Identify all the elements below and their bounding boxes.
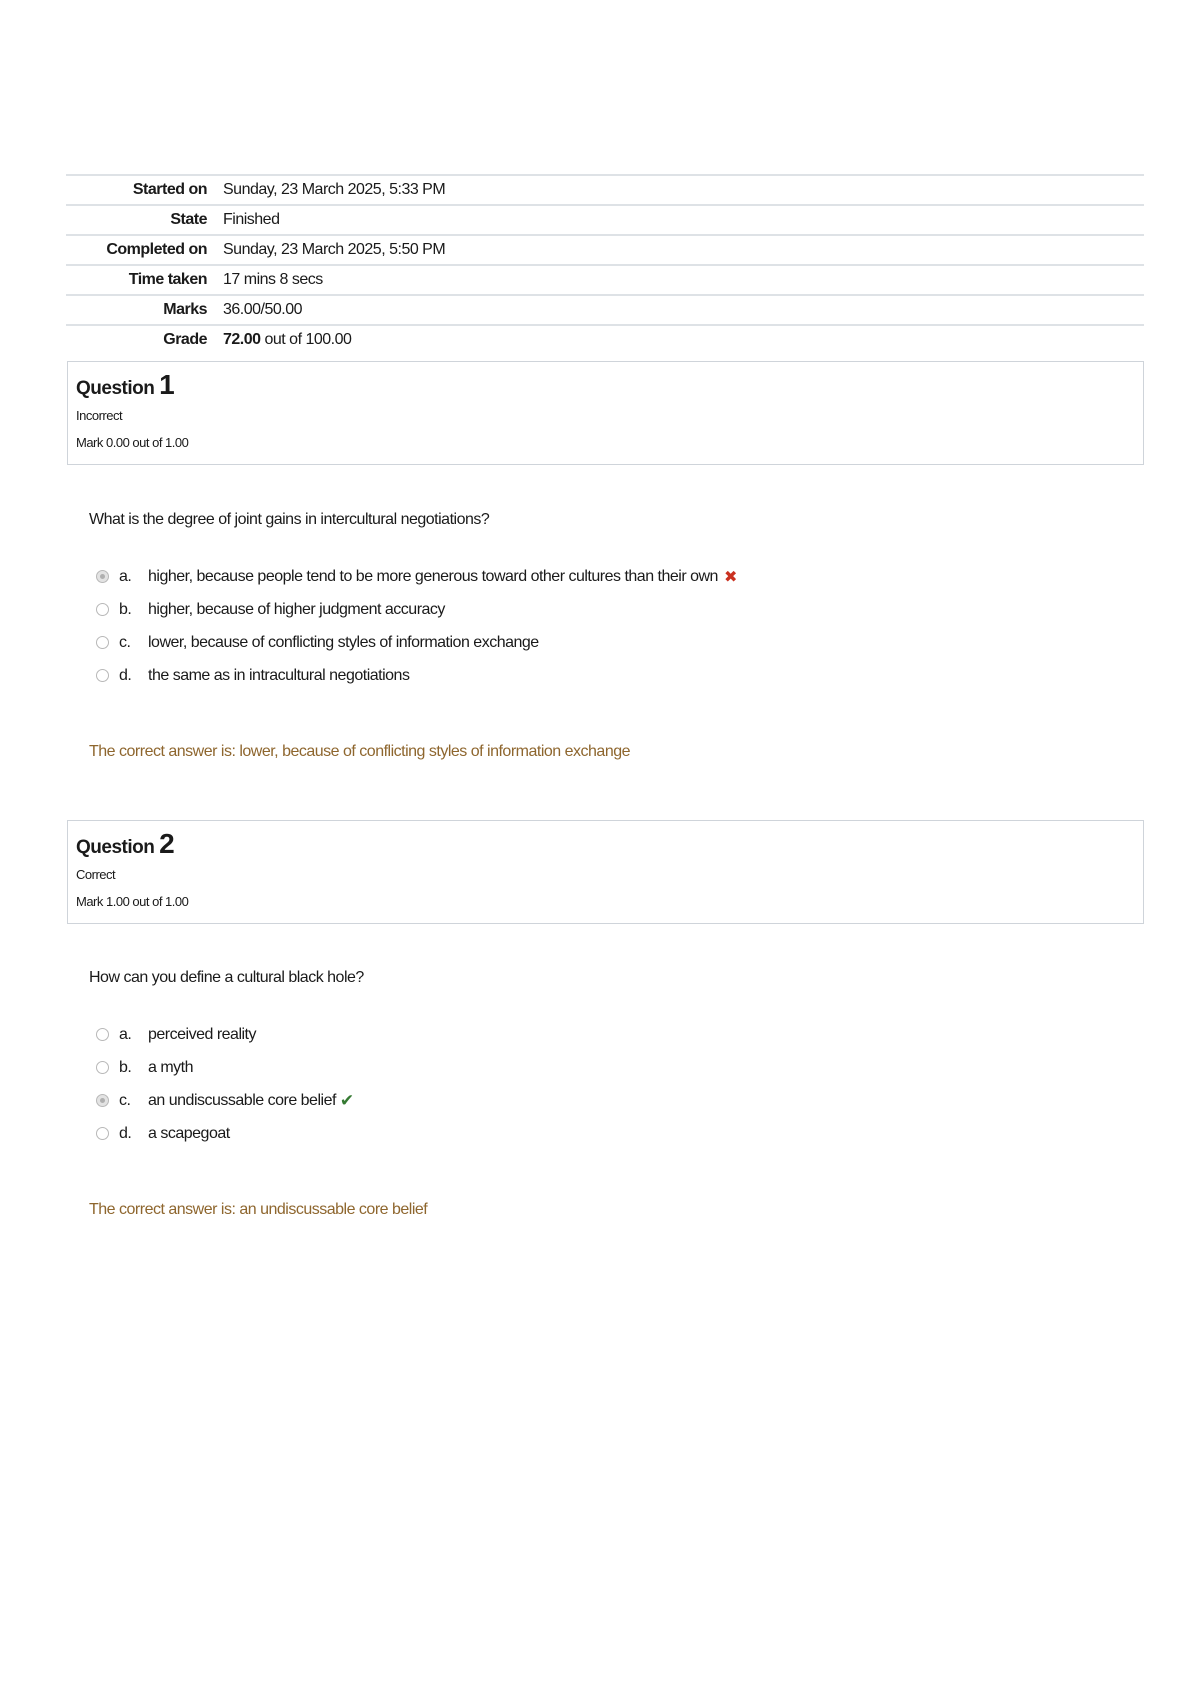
answer-letter: c. [119, 1091, 131, 1109]
question-title [76, 369, 1135, 402]
summary-row-started-on [66, 174, 1144, 204]
summary-label: State [170, 211, 207, 228]
answer-text: an undiscussable core belief [148, 1091, 336, 1109]
radio-button[interactable] [96, 603, 109, 616]
answer-letter: b. [119, 600, 132, 618]
question-number: 2 [159, 828, 175, 859]
radio-button[interactable] [96, 669, 109, 682]
question-1-text: What is the degree of joint gains in intercultural negotiations? [89, 511, 490, 528]
question-2-info [67, 820, 1144, 924]
answer-letter: a. [119, 567, 132, 585]
question-2-answers [96, 1018, 996, 1150]
summary-value: Finished [223, 211, 280, 228]
summary-label: Started on [132, 181, 207, 198]
summary-value [223, 331, 351, 349]
correct-icon: ✔ [339, 1090, 354, 1110]
question-1-correct-answer: The correct answer is: lower, because of conflicting styles of information exchange [89, 743, 631, 760]
summary-row-state [66, 204, 1144, 234]
summary-value: 36.00/50.00 [223, 301, 303, 318]
question-1-answers [96, 560, 996, 692]
question-state: Correct [76, 867, 116, 882]
question-2-text: How can you define a cultural black hole? [89, 969, 364, 986]
question-1-info [67, 361, 1144, 465]
answer-letter: c. [119, 633, 131, 651]
answer-text: the same as in intracultural negotiations [148, 666, 410, 684]
question-number: 1 [159, 369, 175, 400]
radio-button[interactable] [96, 1028, 109, 1041]
summary-row-grade [66, 324, 1144, 354]
summary-value: Sunday, 23 March 2025, 5:33 PM [223, 181, 446, 198]
summary-label: Completed on [106, 241, 207, 258]
radio-button[interactable] [96, 636, 109, 649]
radio-button[interactable] [96, 1061, 109, 1074]
summary-label: Time taken [128, 271, 207, 288]
answer-option[interactable] [96, 626, 996, 659]
answer-letter: d. [119, 666, 132, 684]
answer-option[interactable] [96, 659, 996, 692]
summary-label: Grade [163, 331, 207, 348]
summary-value: 17 mins 8 secs [223, 271, 323, 288]
question-title-prefix: Question [76, 378, 160, 399]
answer-letter: b. [119, 1058, 132, 1076]
radio-button[interactable] [96, 570, 109, 583]
answer-text: lower, because of conflicting styles of information exchange [148, 633, 539, 651]
summary-row-marks [66, 294, 1144, 324]
question-grade: Mark 0.00 out of 1.00 [76, 435, 189, 450]
answer-letter: d. [119, 1124, 132, 1142]
answer-option[interactable] [96, 1018, 996, 1051]
question-grade: Mark 1.00 out of 1.00 [76, 894, 189, 909]
answer-option[interactable] [96, 560, 996, 593]
question-title-prefix: Question [76, 837, 160, 858]
answer-option[interactable] [96, 593, 996, 626]
answer-option[interactable] [96, 1117, 996, 1150]
answer-option[interactable] [96, 1084, 996, 1117]
incorrect-icon: ✖ [723, 568, 737, 586]
radio-button[interactable] [96, 1094, 109, 1107]
summary-row-time-taken [66, 264, 1144, 294]
grade-score: 72.00 [223, 331, 261, 348]
answer-text: a myth [148, 1058, 194, 1076]
answer-option[interactable] [96, 1051, 996, 1084]
answer-text: higher, because people tend to be more generous toward other cultures than their own [148, 567, 718, 585]
question-state: Incorrect [76, 408, 123, 423]
attempt-summary-table [66, 174, 1144, 354]
answer-text: perceived reality [148, 1025, 256, 1043]
summary-value: Sunday, 23 March 2025, 5:50 PM [223, 241, 446, 258]
answer-text: a scapegoat [148, 1124, 230, 1142]
answer-letter: a. [119, 1025, 132, 1043]
radio-button[interactable] [96, 1127, 109, 1140]
grade-suffix: out of 100.00 [260, 331, 352, 348]
summary-row-completed-on [66, 234, 1144, 264]
summary-label: Marks [163, 301, 207, 318]
question-title [76, 828, 1135, 861]
question-2-correct-answer: The correct answer is: an undiscussable core belief [89, 1201, 428, 1218]
answer-text: higher, because of higher judgment accuracy [148, 600, 445, 618]
